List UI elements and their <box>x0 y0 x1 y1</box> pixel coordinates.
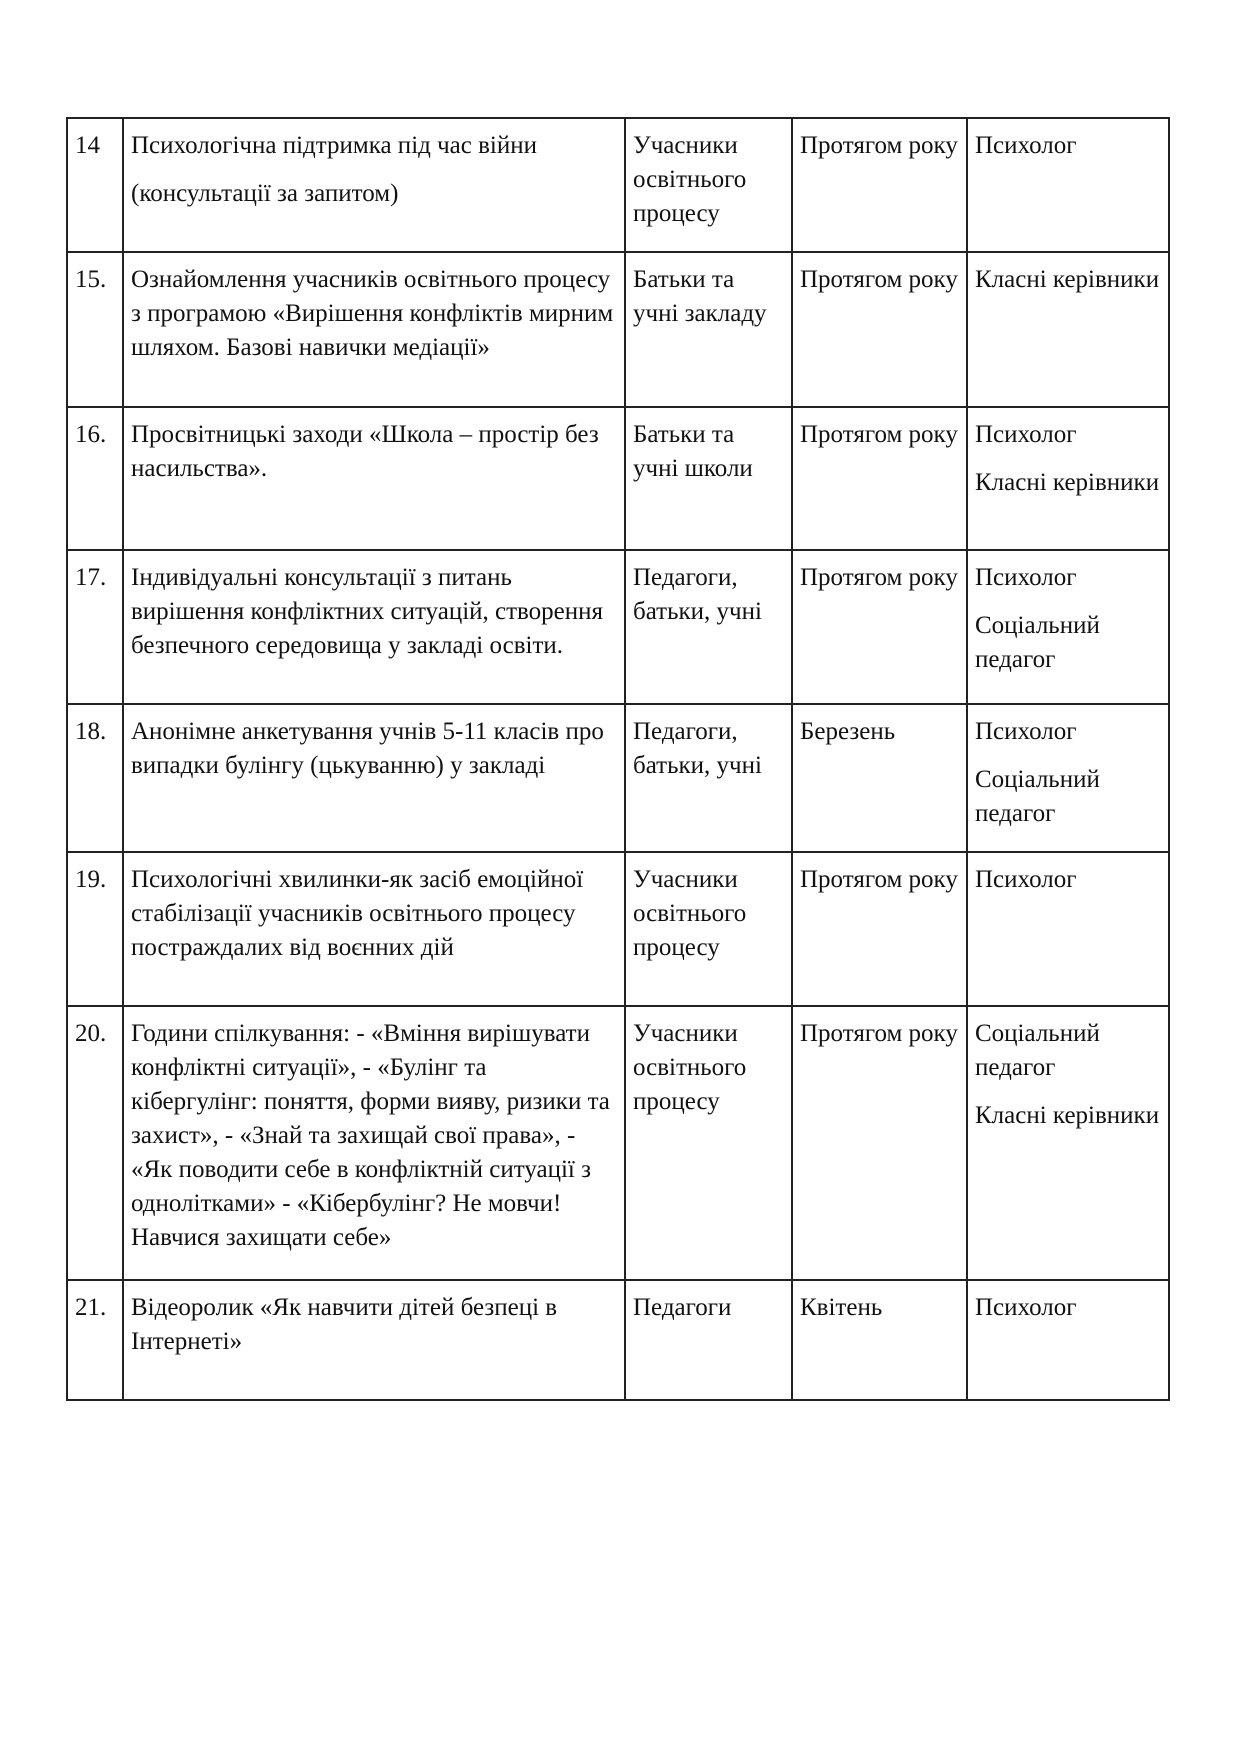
responsible-cell <box>967 252 1169 407</box>
table-row <box>67 704 1169 852</box>
activity-cell: Години спілкування: - «Вміння вирішувати конфліктні ситуації», - «Булінг та кібергулінг: поняття, форми вияву, ризики та захист», - «Знай та захищай свої права», - «Як поводити себе в конфліктній ситуації з однолітками» - «Кібербулінг? Не мовчи! Навчися захищати себе» <box>123 1006 625 1280</box>
row-number: 15. <box>67 252 123 407</box>
responsible-text: Класні керівники <box>975 266 1160 293</box>
term-cell: Протягом року <box>792 407 967 550</box>
activity-cell: Психологічні хвилинки-як засіб емоційної стабілізації учасників освітнього процесу постраждалих від воєнних дій <box>123 852 625 1006</box>
row-number: 19. <box>67 852 123 1006</box>
responsible-text: Класні керівники <box>975 1102 1160 1129</box>
row-number: 20. <box>67 1006 123 1280</box>
responsible-text: Соціальний педагог <box>975 1020 1100 1081</box>
table-row <box>67 252 1169 407</box>
responsible-text: Соціальний педагог <box>975 612 1100 673</box>
responsible-text: Психолог <box>975 421 1077 448</box>
participants-cell: Педагоги, батьки, учні <box>625 704 792 852</box>
activity-cell: Відеоролик «Як навчити дітей безпеці в Інтернеті» <box>123 1280 625 1400</box>
row-number: 21. <box>67 1280 123 1400</box>
participants-cell: Учасники освітнього процесу <box>625 1006 792 1280</box>
participants-cell: Батьки та учні закладу <box>625 252 792 407</box>
term-cell: Протягом року <box>792 550 967 704</box>
responsible-cell <box>967 1280 1169 1400</box>
row-number: 17. <box>67 550 123 704</box>
row-number: 14 <box>67 118 123 252</box>
responsible-text: Класні керівники <box>975 469 1160 496</box>
responsible-cell <box>967 118 1169 252</box>
activity-cell: Анонімне анкетування учнів 5-11 класів про випадки булінгу (цькуванню) у закладі <box>123 704 625 852</box>
term-cell: Протягом року <box>792 118 967 252</box>
term-cell: Березень <box>792 704 967 852</box>
responsible-cell <box>967 550 1169 704</box>
activity-cell: Ознайомлення учасників освітнього процесу з програмою «Вирішення конфліктів мирним шляхом. Базові навички медіації» <box>123 252 625 407</box>
responsible-cell <box>967 1006 1169 1280</box>
term-cell: Протягом року <box>792 252 967 407</box>
activity-cell <box>123 118 625 252</box>
term-cell: Протягом року <box>792 852 967 1006</box>
participants-cell: Учасники освітнього процесу <box>625 852 792 1006</box>
responsible-text: Психолог <box>975 866 1077 893</box>
participants-cell: Педагоги <box>625 1280 792 1400</box>
responsible-cell <box>967 407 1169 550</box>
participants-cell: Учасники освітнього процесу <box>625 118 792 252</box>
row-number: 16. <box>67 407 123 550</box>
table-row <box>67 118 1169 252</box>
table-row <box>67 407 1169 550</box>
activity-text: (консультації за запитом) <box>131 180 399 207</box>
responsible-text: Соціальний педагог <box>975 766 1100 827</box>
term-cell: Протягом року <box>792 1006 967 1280</box>
participants-cell: Педагоги, батьки, учні <box>625 550 792 704</box>
responsible-text: Психолог <box>975 132 1077 159</box>
row-number: 18. <box>67 704 123 852</box>
term-cell: Квітень <box>792 1280 967 1400</box>
table-row <box>67 550 1169 704</box>
table-row <box>67 1006 1169 1280</box>
activity-cell: Просвітницькі заходи «Школа – простір без насильства». <box>123 407 625 550</box>
activity-cell: Індивідуальні консультації з питань вирішення конфліктних ситуацій, створення безпечного середовища у закладі освіти. <box>123 550 625 704</box>
responsible-cell <box>967 704 1169 852</box>
participants-cell: Батьки та учні школи <box>625 407 792 550</box>
table-row <box>67 852 1169 1006</box>
responsible-text: Психолог <box>975 564 1077 591</box>
activity-text: Психологічна підтримка під час війни <box>131 132 538 159</box>
activity-plan-table <box>66 117 1170 1401</box>
table-row <box>67 1280 1169 1400</box>
responsible-cell <box>967 852 1169 1006</box>
responsible-text: Психолог <box>975 1294 1077 1321</box>
responsible-text: Психолог <box>975 718 1077 745</box>
document-page <box>66 117 1170 1401</box>
